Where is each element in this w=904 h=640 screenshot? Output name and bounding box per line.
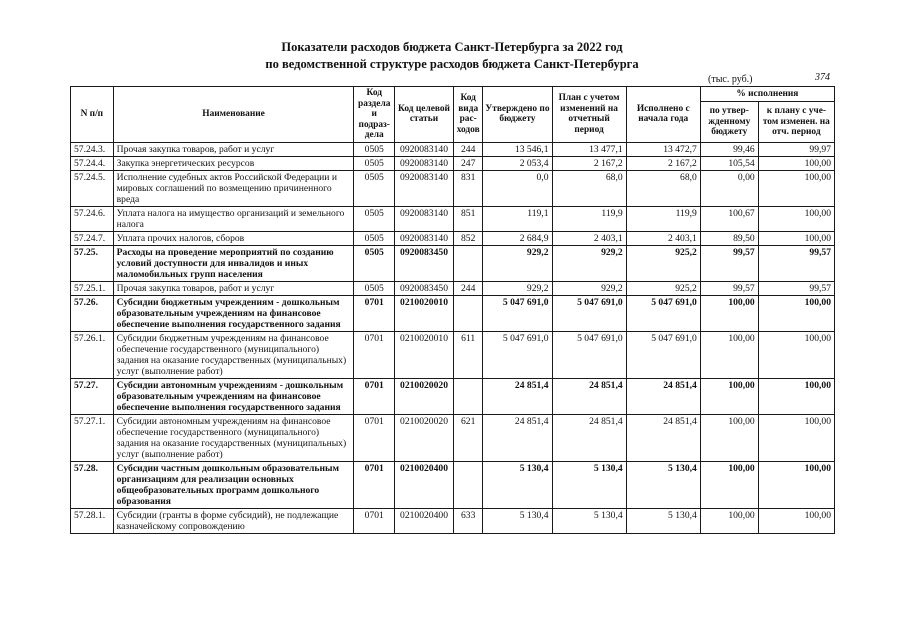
cell-name: Расходы на проведение мероприятий по созданию условий доступности для инвалидов и иных маломобильных групп населения xyxy=(113,245,354,281)
cell-pct-budget: 100,00 xyxy=(700,378,758,414)
cell-section-code: 0505 xyxy=(354,231,395,245)
cell-target-code: 0920083140 xyxy=(395,156,454,170)
cell-kind-code: 851 xyxy=(453,206,482,231)
col-header-target: Код целевой статьи xyxy=(395,87,454,143)
cell-plan: 5 047 691,0 xyxy=(552,295,626,331)
cell-target-code: 0210020400 xyxy=(395,461,454,508)
cell-approved: 2 684,9 xyxy=(483,231,552,245)
cell-name: Закупка энергетических ресурсов xyxy=(113,156,354,170)
col-header-percent-group: % исполнения xyxy=(700,87,834,102)
cell-plan: 929,2 xyxy=(552,281,626,295)
cell-executed: 5 130,4 xyxy=(626,461,700,508)
cell-plan: 2 167,2 xyxy=(552,156,626,170)
cell-target-code: 0920083140 xyxy=(395,170,454,206)
cell-executed: 5 047 691,0 xyxy=(626,331,700,378)
cell-section-code: 0701 xyxy=(354,378,395,414)
cell-kind-code xyxy=(453,295,482,331)
col-header-pct-plan: к плану с уче-том изменен. на отч. период xyxy=(758,102,834,142)
cell-pct-budget: 0,00 xyxy=(700,170,758,206)
cell-approved: 5 130,4 xyxy=(483,508,552,533)
table-row xyxy=(71,461,835,508)
cell-section-code: 0701 xyxy=(354,508,395,533)
budget-table xyxy=(70,86,835,534)
cell-target-code: 0210020400 xyxy=(395,508,454,533)
cell-no: 57.25. xyxy=(71,245,114,281)
cell-kind-code: 611 xyxy=(453,331,482,378)
table-row xyxy=(71,206,835,231)
cell-name: Субсидии автономным учреждениям - дошкольным образовательным учреждениям на финансовое обеспечение выполнения государственного задания xyxy=(113,378,354,414)
cell-no: 57.26.1. xyxy=(71,331,114,378)
cell-kind-code: 633 xyxy=(453,508,482,533)
cell-section-code: 0505 xyxy=(354,170,395,206)
cell-pct-plan: 100,00 xyxy=(758,170,834,206)
cell-target-code: 0210020020 xyxy=(395,378,454,414)
cell-no: 57.24.7. xyxy=(71,231,114,245)
cell-approved: 0,0 xyxy=(483,170,552,206)
cell-executed: 24 851,4 xyxy=(626,414,700,461)
cell-pct-plan: 99,57 xyxy=(758,245,834,281)
cell-pct-budget: 89,50 xyxy=(700,231,758,245)
cell-no: 57.26. xyxy=(71,295,114,331)
col-header-no: N п/п xyxy=(71,87,114,143)
cell-executed: 5 047 691,0 xyxy=(626,295,700,331)
cell-plan: 68,0 xyxy=(552,170,626,206)
table-row xyxy=(71,508,835,533)
table-row xyxy=(71,414,835,461)
cell-plan: 24 851,4 xyxy=(552,378,626,414)
cell-target-code: 0920083140 xyxy=(395,206,454,231)
cell-target-code: 0210020020 xyxy=(395,414,454,461)
cell-approved: 119,1 xyxy=(483,206,552,231)
cell-pct-plan: 100,00 xyxy=(758,331,834,378)
cell-name: Прочая закупка товаров, работ и услуг xyxy=(113,142,354,156)
page-number: 374 xyxy=(815,72,830,83)
cell-section-code: 0701 xyxy=(354,295,395,331)
col-header-section: Код раздела и подраз-дела xyxy=(354,87,395,143)
cell-executed: 68,0 xyxy=(626,170,700,206)
cell-section-code: 0505 xyxy=(354,156,395,170)
cell-name: Исполнение судебных актов Российской Федерации и мировых соглашений по возмещению причиненного вреда xyxy=(113,170,354,206)
cell-target-code: 0920083450 xyxy=(395,281,454,295)
cell-name: Уплата прочих налогов, сборов xyxy=(113,231,354,245)
table-row xyxy=(71,142,835,156)
cell-target-code: 0920083140 xyxy=(395,231,454,245)
cell-pct-plan: 100,00 xyxy=(758,414,834,461)
cell-approved: 13 546,1 xyxy=(483,142,552,156)
cell-section-code: 0701 xyxy=(354,414,395,461)
cell-section-code: 0701 xyxy=(354,461,395,508)
cell-pct-budget: 105,54 xyxy=(700,156,758,170)
cell-pct-plan: 100,00 xyxy=(758,295,834,331)
cell-pct-plan: 100,00 xyxy=(758,461,834,508)
cell-approved: 929,2 xyxy=(483,281,552,295)
col-header-executed: Исполнено с начала года xyxy=(626,87,700,143)
cell-executed: 925,2 xyxy=(626,245,700,281)
cell-pct-plan: 100,00 xyxy=(758,231,834,245)
cell-target-code: 0920083450 xyxy=(395,245,454,281)
cell-kind-code: 831 xyxy=(453,170,482,206)
cell-name: Субсидии частным дошкольным образовательным организациям для реализации основных общеобразовательных программ дошкольного образования xyxy=(113,461,354,508)
cell-executed: 24 851,4 xyxy=(626,378,700,414)
cell-pct-budget: 100,00 xyxy=(700,295,758,331)
cell-executed: 925,2 xyxy=(626,281,700,295)
col-header-pct-budget: по утвер-жденному бюджету xyxy=(700,102,758,142)
cell-target-code: 0920083140 xyxy=(395,142,454,156)
col-header-kind: Код вида рас-ходов xyxy=(453,87,482,143)
table-row xyxy=(71,378,835,414)
col-header-plan: План с учетом изменений на отчетный период xyxy=(552,87,626,143)
table-row xyxy=(71,156,835,170)
cell-no: 57.24.6. xyxy=(71,206,114,231)
cell-section-code: 0701 xyxy=(354,331,395,378)
cell-section-code: 0505 xyxy=(354,206,395,231)
cell-approved: 929,2 xyxy=(483,245,552,281)
cell-no: 57.24.4. xyxy=(71,156,114,170)
cell-plan: 5 130,4 xyxy=(552,461,626,508)
cell-pct-plan: 100,00 xyxy=(758,206,834,231)
report-subtitle: по ведомственной структуре расходов бюджета Санкт-Петербурга xyxy=(265,57,639,71)
cell-name: Субсидии (гранты в форме субсидий), не подлежащие казначейскому сопровождению xyxy=(113,508,354,533)
cell-kind-code xyxy=(453,378,482,414)
cell-plan: 13 477,1 xyxy=(552,142,626,156)
cell-plan: 119,9 xyxy=(552,206,626,231)
cell-executed: 13 472,7 xyxy=(626,142,700,156)
cell-kind-code xyxy=(453,461,482,508)
cell-section-code: 0505 xyxy=(354,281,395,295)
cell-kind-code: 852 xyxy=(453,231,482,245)
cell-pct-budget: 100,00 xyxy=(700,508,758,533)
cell-name: Уплата налога на имущество организаций и земельного налога xyxy=(113,206,354,231)
cell-no: 57.24.5. xyxy=(71,170,114,206)
table-row xyxy=(71,231,835,245)
col-header-name: Наименование xyxy=(113,87,354,143)
cell-plan: 24 851,4 xyxy=(552,414,626,461)
cell-kind-code: 244 xyxy=(453,142,482,156)
cell-section-code: 0505 xyxy=(354,245,395,281)
table-row xyxy=(71,170,835,206)
report-title: Показатели расходов бюджета Санкт-Петербурга за 2022 год xyxy=(281,40,623,54)
cell-approved: 24 851,4 xyxy=(483,378,552,414)
cell-executed: 2 167,2 xyxy=(626,156,700,170)
cell-pct-budget: 99,57 xyxy=(700,281,758,295)
cell-pct-plan: 100,00 xyxy=(758,156,834,170)
cell-pct-budget: 100,00 xyxy=(700,461,758,508)
cell-approved: 5 130,4 xyxy=(483,461,552,508)
cell-name: Субсидии бюджетным учреждениям на финансовое обеспечение государственного (муниципального) задания на оказание государственных (муниципальных) услуг (выполнение работ) xyxy=(113,331,354,378)
cell-no: 57.25.1. xyxy=(71,281,114,295)
cell-pct-plan: 99,97 xyxy=(758,142,834,156)
cell-pct-plan: 99,57 xyxy=(758,281,834,295)
table-body xyxy=(71,142,835,533)
cell-executed: 5 130,4 xyxy=(626,508,700,533)
table-row xyxy=(71,295,835,331)
col-header-approved: Утверждено по бюджету xyxy=(483,87,552,143)
cell-no: 57.28.1. xyxy=(71,508,114,533)
units-label: (тыс. руб.) xyxy=(708,74,753,85)
cell-name: Прочая закупка товаров, работ и услуг xyxy=(113,281,354,295)
cell-plan: 929,2 xyxy=(552,245,626,281)
cell-target-code: 0210020010 xyxy=(395,331,454,378)
cell-no: 57.24.3. xyxy=(71,142,114,156)
cell-plan: 2 403,1 xyxy=(552,231,626,245)
cell-pct-budget: 100,00 xyxy=(700,414,758,461)
cell-kind-code: 247 xyxy=(453,156,482,170)
cell-target-code: 0210020010 xyxy=(395,295,454,331)
cell-no: 57.27. xyxy=(71,378,114,414)
cell-kind-code: 244 xyxy=(453,281,482,295)
cell-executed: 2 403,1 xyxy=(626,231,700,245)
table-row xyxy=(71,331,835,378)
cell-kind-code: 621 xyxy=(453,414,482,461)
cell-approved: 24 851,4 xyxy=(483,414,552,461)
cell-approved: 5 047 691,0 xyxy=(483,331,552,378)
cell-executed: 119,9 xyxy=(626,206,700,231)
table-row xyxy=(71,245,835,281)
cell-pct-budget: 99,57 xyxy=(700,245,758,281)
cell-kind-code xyxy=(453,245,482,281)
cell-pct-plan: 100,00 xyxy=(758,378,834,414)
cell-name: Субсидии бюджетным учреждениям - дошкольным образовательным учреждениям на финансовое обеспечение выполнения государственного задания xyxy=(113,295,354,331)
cell-plan: 5 130,4 xyxy=(552,508,626,533)
cell-no: 57.28. xyxy=(71,461,114,508)
cell-pct-budget: 99,46 xyxy=(700,142,758,156)
table-row xyxy=(71,281,835,295)
cell-pct-plan: 100,00 xyxy=(758,508,834,533)
cell-approved: 2 053,4 xyxy=(483,156,552,170)
cell-pct-budget: 100,00 xyxy=(700,331,758,378)
cell-approved: 5 047 691,0 xyxy=(483,295,552,331)
cell-pct-budget: 100,67 xyxy=(700,206,758,231)
cell-name: Субсидии автономным учреждениям на финансовое обеспечение государственного (муниципального) задания на оказание государственных (муниципальных) услуг (выполнение работ) xyxy=(113,414,354,461)
cell-section-code: 0505 xyxy=(354,142,395,156)
cell-no: 57.27.1. xyxy=(71,414,114,461)
cell-plan: 5 047 691,0 xyxy=(552,331,626,378)
